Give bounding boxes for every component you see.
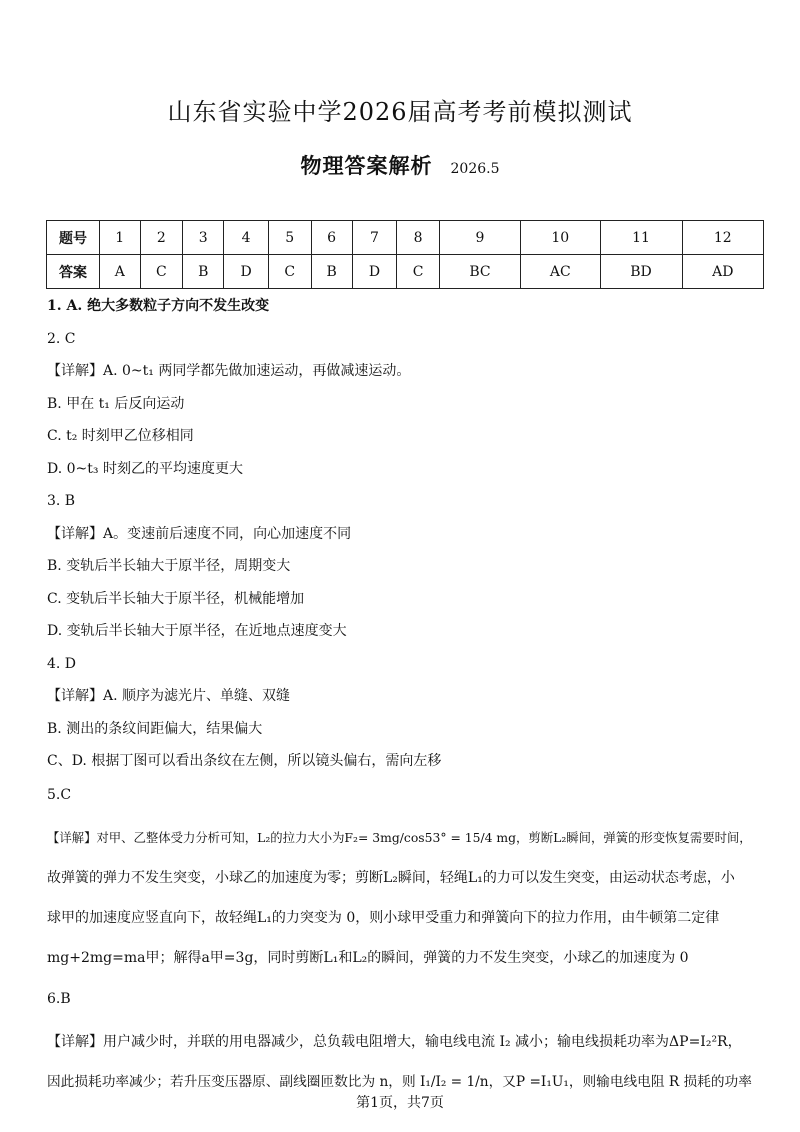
q5-line-4: mg+2mg=ma甲；解得a甲=3g，同时剪断L₁和L₂的瞬间，弹簧的力不发生突变，小球乙的加速度为 0	[47, 949, 689, 966]
q3-option-d: D. 变轨后半长轴大于原半径，在近地点速度变大	[47, 623, 347, 639]
q5-line-2: 故弹簧的弹力不发生突变，小球乙的加速度为零；剪断L₂瞬间，轻绳L₁的力可以发生突变，由运动状态考虑，小	[47, 869, 735, 886]
document-subtitle: 物理答案解析	[300, 153, 433, 178]
row-header-number: 题号	[47, 221, 100, 255]
q2-heading: 2. C	[47, 330, 76, 347]
q2-option-d: D. 0~t₃ 时刻乙的平均速度更大	[47, 460, 243, 477]
answer-cell: B	[183, 255, 224, 289]
page-footer: 第1页，共7页	[356, 1095, 444, 1111]
answer-cell: A	[100, 255, 141, 289]
q3-heading: 3. B	[47, 493, 76, 509]
question-number-cell: 6	[311, 221, 352, 255]
question-number-cell: 5	[268, 221, 311, 255]
document-title: 山东省实验中学2026届高考考前模拟测试	[167, 98, 633, 126]
q5-heading: 5.C	[47, 786, 72, 803]
question-number-cell: 3	[183, 221, 224, 255]
q6-line-1: 【详解】用户减少时，并联的用电器减少，总负载电阻增大，输电线电流 I₂ 减小；输电线损耗功率为ΔP=I₂²R，	[47, 1033, 742, 1050]
q5-line-3: 球甲的加速度应竖直向下，故轻绳L₁的力突变为 0，则小球甲受重力和弹簧向下的拉力作用，由牛顿第二定律	[47, 909, 720, 926]
answer-cell: C	[268, 255, 311, 289]
q3-detail-a: 【详解】A。变速前后速度不同，向心加速度不同	[47, 525, 352, 542]
question-number-cell: 10	[521, 221, 601, 255]
q6-explanation	[47, 1022, 763, 1102]
document-date: 2026.5	[450, 161, 500, 177]
q6-line-2: 因此损耗功率减少；若升压变压器原、副线圈匝数比为 n，则 I₁/I₂ = 1/n，又P =I₁U₁，则输电线电阻 R 损耗的功率	[47, 1073, 752, 1090]
question-number-cell: 8	[397, 221, 440, 255]
answer-table	[46, 220, 764, 289]
answer-cell: BC	[439, 255, 520, 289]
q4-heading: 4. D	[47, 655, 77, 672]
question-number-cell: 4	[224, 221, 269, 255]
q5-explanation	[47, 818, 763, 978]
row-header-answer: 答案	[47, 255, 100, 289]
q3-option-c: C. 变轨后半长轴大于原半径，机械能增加	[47, 590, 305, 607]
subtitle-row	[0, 150, 800, 180]
question-number-cell: 11	[600, 221, 682, 255]
q4-detail-a: 【详解】A. 顺序为滤光片、单缝、双缝	[47, 688, 291, 704]
q3-option-b: B. 变轨后半长轴大于原半径，周期变大	[47, 558, 291, 574]
answer-cell: D	[352, 255, 397, 289]
answer-cell: BD	[600, 255, 682, 289]
answer-table-number-row	[47, 221, 764, 255]
q5-line-1: 【详解】对甲、乙整体受力分析可知，L₂的拉力大小为F₂= 3mg/cos53° = 15/4 mg，剪断L₂瞬间，弹簧的形变恢复需要时间，	[47, 830, 752, 845]
question-number-cell: 12	[682, 221, 763, 255]
answer-cell: D	[224, 255, 269, 289]
q6-heading: 6.B	[47, 990, 71, 1007]
question-number-cell: 1	[100, 221, 141, 255]
answer-cell: C	[140, 255, 183, 289]
q2-detail-a: 【详解】A. 0~t₁ 两同学都先做加速运动，再做减速运动。	[47, 363, 411, 379]
answer-cell: C	[397, 255, 440, 289]
question-number-cell: 7	[352, 221, 397, 255]
question-number-cell: 9	[439, 221, 520, 255]
question-number-cell: 2	[140, 221, 183, 255]
q2-option-c: C. t₂ 时刻甲乙位移相同	[47, 428, 194, 444]
answer-cell: AD	[682, 255, 763, 289]
answer-cell: AC	[521, 255, 601, 289]
q4-option-b: B. 测出的条纹间距偏大，结果偏大	[47, 720, 263, 737]
answer-cell: B	[311, 255, 352, 289]
q2-option-b: B. 甲在 t₁ 后反向运动	[47, 395, 185, 412]
q1-answer: 1. A. 绝大多数粒子方向不发生改变	[47, 298, 270, 314]
q4-option-cd: C、D. 根据丁图可以看出条纹在左侧，所以镜头偏右，需向左移	[47, 753, 442, 769]
answer-table-answer-row	[47, 255, 764, 289]
solutions-content	[47, 290, 763, 1102]
